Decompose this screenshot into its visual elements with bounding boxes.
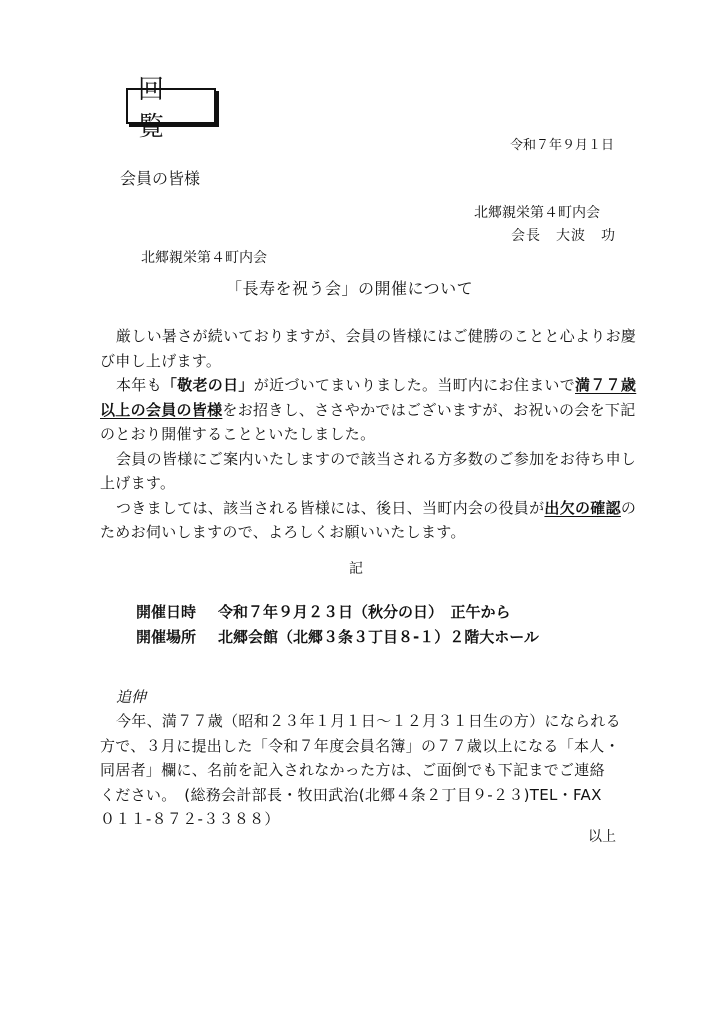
event-place-row [136, 625, 539, 650]
body-line: のとおり開催することといたしました。 [100, 425, 376, 443]
closing-ijou: 以上 [588, 829, 616, 845]
body-line: 厳しい暑さが続いておりますが、会員の皆様にはご健勝のことと心よりお慶 [116, 327, 637, 345]
event-details [136, 600, 539, 650]
postscript-body [100, 709, 621, 832]
event-date-value: 令和７年９月２３日（秋分の日） 正午から [218, 603, 511, 621]
ki-marker: 記 [349, 561, 363, 577]
postscript-line: 同居者」欄に、名前を記入されなかった方は、ご面倒でも下記までご連絡 [100, 761, 605, 779]
circulation-mark: 回覧 [126, 88, 216, 124]
body-line [100, 496, 636, 521]
document-title: 「長寿を祝う会」の開催について [226, 279, 474, 298]
event-date-label: 開催日時 [136, 603, 197, 621]
body-text: 本年も [116, 376, 162, 394]
document-date: 令和７年９月１日 [510, 138, 615, 153]
event-place-value: 北郷会館（北郷３条３丁目８-１）２階大ホール [218, 628, 539, 646]
attendance-confirmation: 出欠の確認 [544, 498, 621, 517]
body-line: 上げます。 [100, 474, 176, 492]
postscript-line: 今年、満７７歳（昭和２３年１月１日～１２月３１日生の方）になられる [116, 712, 621, 730]
body-text: をお招きし、ささやかではございますが、お祝いの会を下記 [222, 400, 636, 419]
body-line: び申し上げます。 [100, 351, 222, 370]
body-line [100, 398, 636, 423]
postscript-line: ください。 (総務会計部長・牧田武治(北郷４条２丁目９-２３)TEL・FAX [100, 785, 602, 804]
body-text: の [620, 498, 637, 517]
event-date-row [136, 600, 539, 625]
body-line: ためお伺いしますので、よろしくお願いいたします。 [100, 523, 466, 541]
event-place-label: 開催場所 [136, 628, 197, 646]
body-line: 会員の皆様にご案内いたしますので該当される方多数のご参加をお待ち申し [116, 449, 637, 468]
age-condition: 満７７歳 [575, 376, 637, 394]
body-paragraphs [100, 324, 636, 545]
postscript-heading: 追伸 [116, 688, 147, 706]
postscript-line: ０１１-８７２-３３８８） [100, 810, 280, 828]
recipient-line: 会員の皆様 [120, 169, 201, 188]
postscript-line: 方で、３月に提出した「令和７年度会員名簿」の７７歳以上になる「本人・ [100, 736, 620, 755]
body-text: つきましては、該当される皆様には、後日、当町内会の役員が [116, 498, 545, 517]
body-line [100, 373, 636, 398]
eligible-members: 以上の会員の皆様 [100, 400, 223, 419]
sender-org: 北郷親栄第４町内会 [474, 205, 600, 221]
respect-for-aged-day: 「敬老の日」 [161, 376, 254, 394]
sender-name: 会長 大波 功 [511, 228, 616, 244]
org-sub-line: 北郷親栄第４町内会 [141, 250, 267, 266]
body-text: が近づいてまいりました。当町内にお住まいで [253, 376, 576, 394]
